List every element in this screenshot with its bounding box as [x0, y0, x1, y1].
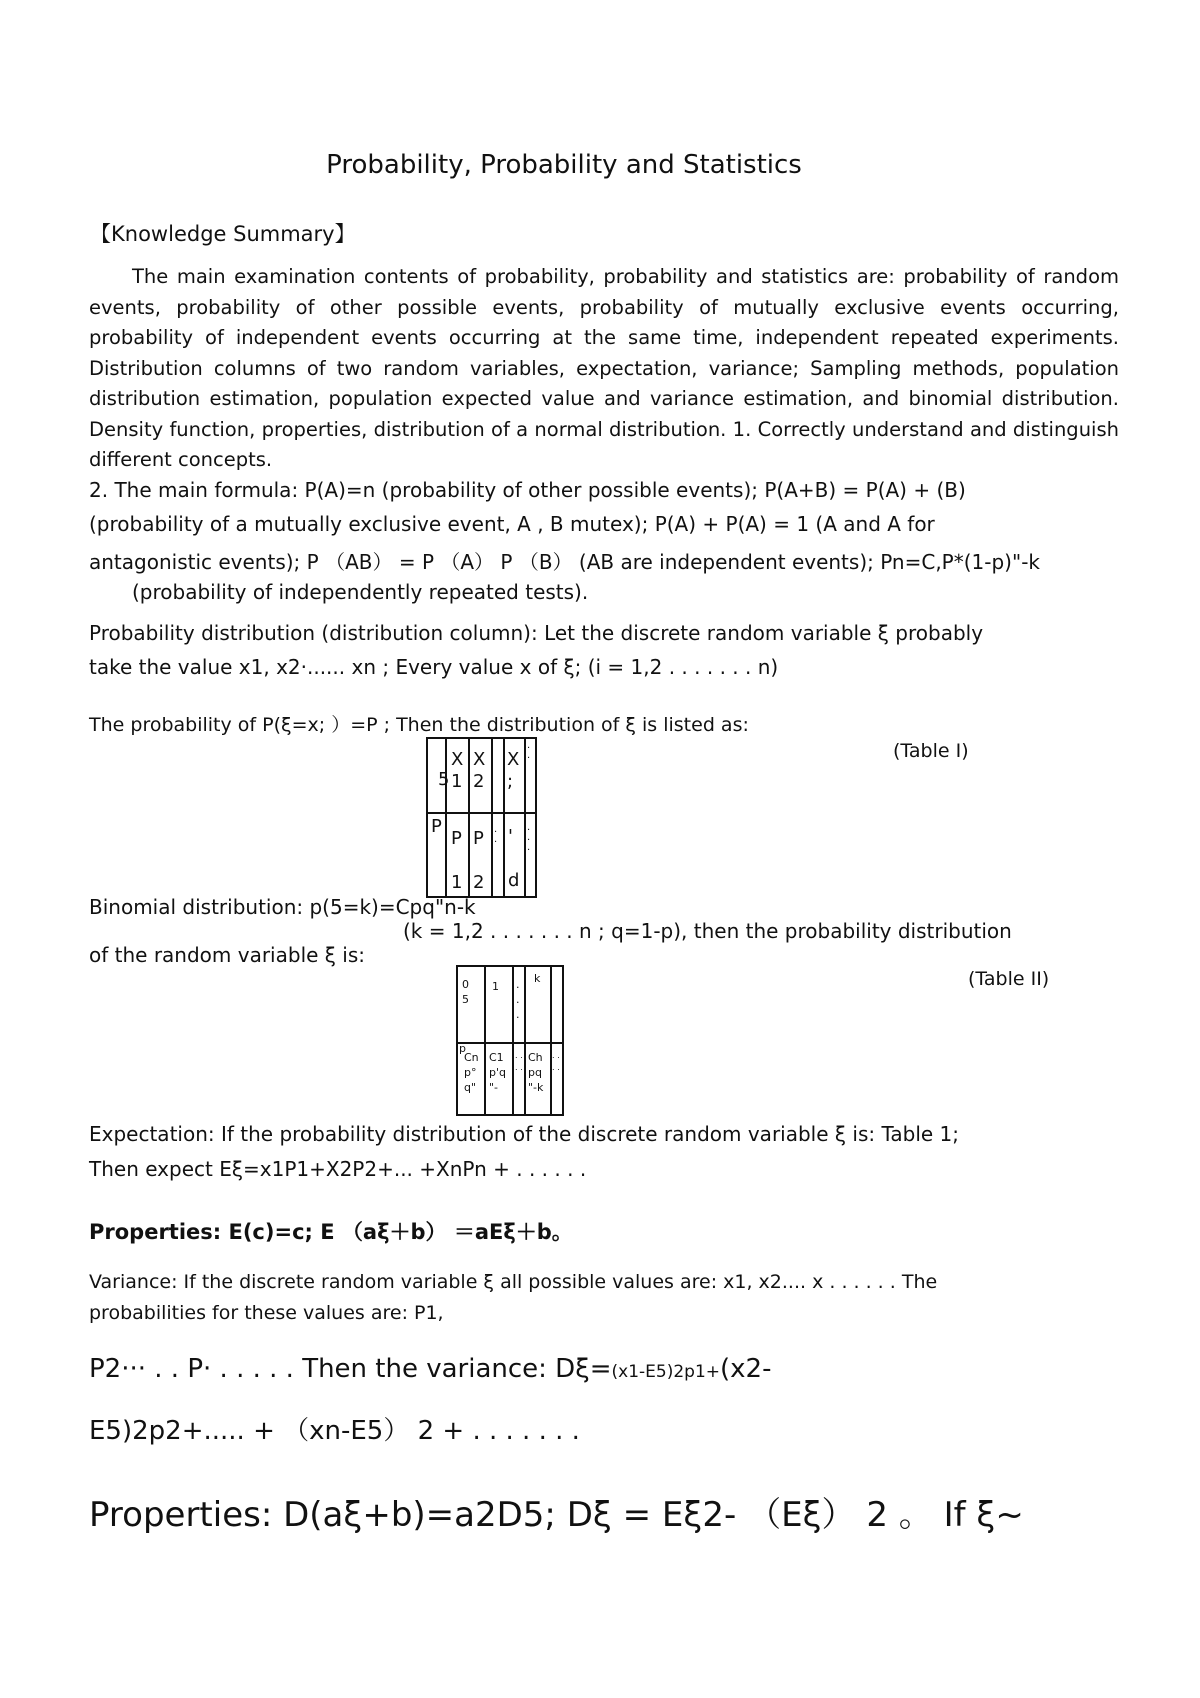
formula-line-3: antagonistic events); P （AB） = P （A） P （B） (AB are independent events); Pn=C,P*(1-p)"-k	[89, 550, 1040, 574]
table2-dots3-cell: . . . .	[551, 1043, 563, 1115]
variance-formula-part-a: P2··· . . P· . . . . . Then the variance: Dξ=	[89, 1354, 612, 1384]
formula-line-2: (probability of a mutually exclusive event, A , B mutex); P(A) + P(A) = 1 (A and A for	[89, 512, 935, 536]
table2-one-cell: 1	[485, 966, 513, 1043]
section-heading: 【Knowledge Summary】	[90, 222, 356, 246]
binomial-line-2: (k = 1,2 . . . . . . . n ; q=1-p), then the probability distribution	[403, 919, 1012, 943]
table2-dots-cell: . . .	[513, 966, 525, 1043]
variance-line-1: Variance: If the discrete random variable ξ all possible values are: x1, x2.... x . . . . . . The	[89, 1271, 938, 1293]
binomial-line-1: Binomial distribution: p(5=k)=Cpq"n-k	[89, 895, 476, 919]
page-title: Probability, Probability and Statistics	[326, 150, 802, 180]
table2-k-cell: k	[525, 966, 551, 1043]
table2-ch-cell: Ch pq "-k	[525, 1043, 551, 1115]
variance-formula-part-c: (x2-	[720, 1354, 772, 1384]
table1-dots-top-cell: · ·	[525, 738, 536, 813]
distribution-table-2	[456, 965, 564, 1116]
binomial-line-3: of the random variable ξ is:	[89, 943, 366, 967]
table1-pd-cell: ' d	[504, 813, 525, 897]
expectation-line-2: Then expect Eξ=x1P1+X2P2+... +XnPn + . . . . . .	[89, 1157, 587, 1181]
properties-expectation: Properties: E(c)=c; E （aξ＋b） ＝aEξ＋b。	[89, 1220, 573, 1244]
intro-paragraph	[89, 262, 1119, 476]
table1-xi2-cell: X ;	[504, 738, 525, 813]
distribution-table-1	[426, 737, 537, 898]
variance-formula-part-b: (x1-E5)2p1+	[611, 1362, 720, 1382]
distribution-line-1: Probability distribution (distribution column): Let the discrete random variable ξ probably	[89, 621, 984, 645]
table2-dots2-cell: . . . .	[513, 1043, 525, 1115]
table1-dots-mid-cell: · ·	[492, 813, 504, 897]
intro-text: The main examination contents of probability, probability and statistics are: probability of random events, probability of other possible events, probability of mutually exclusive events occurring, probability of independent events occurring at the same time, independent repeated experiments. Distribution columns of two random variables, expectation, variance; Sampling methods, population distribution estimation, population expected value and variance estimation, and binomial distribution. Density function, properties, distribution of a normal distribution. 1. Correctly understand and distinguish different concepts.	[89, 265, 1119, 471]
table2-blank-cell	[551, 966, 563, 1043]
distribution-line-3: The probability of P(ξ=x; ）=P ; Then the distribution of ξ is listed as:	[89, 714, 749, 736]
table1-p-cell: P	[427, 813, 446, 897]
table2-xi-cell: 0 5	[457, 966, 485, 1043]
formula-line-1: 2. The main formula: P(A)=n (probability of other possible events); P(A+B) = P(A) + (B)	[89, 478, 966, 502]
table1-p2-cell: P 2	[469, 813, 492, 897]
table1-xi-cell: 5	[427, 738, 446, 813]
table1-dots-bot-cell: · · ·	[525, 813, 536, 897]
table2-cn-cell: p Cn p° q"	[457, 1043, 485, 1115]
formula-line-4: (probability of independently repeated tests).	[132, 580, 589, 604]
distribution-line-2: take the value x1, x2·...... xn ; Every value x of ξ; (i = 1,2 . . . . . . . n)	[89, 655, 779, 679]
expectation-line-1: Expectation: If the probability distribution of the discrete random variable ξ is: Table 1;	[89, 1122, 960, 1146]
properties-variance: Properties: D(aξ+b)=a2D5; Dξ = Eξ2- （Eξ） 2 。 If ξ~	[89, 1495, 1024, 1535]
variance-formula-line-1	[89, 1354, 771, 1384]
variance-formula-line-2: E5)2p2+..... + （xn-E5） 2 + . . . . . . .	[89, 1416, 580, 1446]
table2-caption: (Table II)	[968, 968, 1050, 990]
table1-p1-cell: P 1	[446, 813, 469, 897]
table1-x2-cell: X 2	[469, 738, 492, 813]
table1-caption: (Table I)	[893, 740, 969, 762]
table2-c1-cell: C1 p'q "-	[485, 1043, 513, 1115]
table1-gap-cell	[492, 738, 504, 813]
variance-line-2: probabilities for these values are: P1,	[89, 1302, 444, 1324]
table1-x1-cell: X 1	[446, 738, 469, 813]
